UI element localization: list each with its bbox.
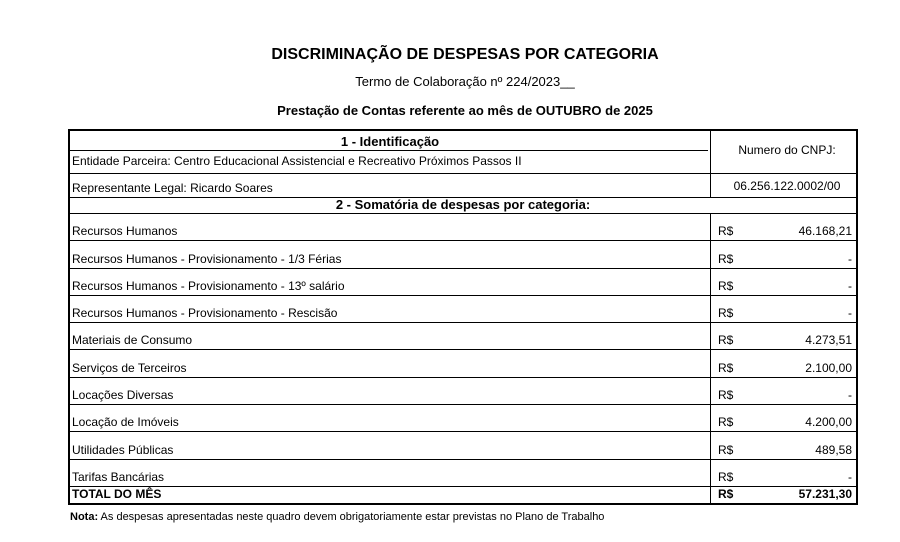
reporting-period: Prestação de Contas referente ao mês de OUTUBRO de 2025	[277, 103, 653, 118]
expense-category: Recursos Humanos - Provisionamento - 13º salário	[72, 278, 345, 293]
expense-currency: R$	[718, 469, 734, 484]
expense-currency: R$	[718, 360, 734, 375]
expense-category: Recursos Humanos - Provisionamento - Rescisão	[72, 306, 338, 321]
expense-row	[70, 268, 856, 296]
expense-currency: R$	[718, 306, 734, 321]
total-currency: R$	[718, 487, 734, 501]
total-label: TOTAL DO MÊS	[72, 487, 162, 501]
cnpj-divider	[710, 131, 711, 197]
total-row	[70, 486, 856, 503]
entity-row	[70, 150, 708, 172]
expense-category: Serviços de Terceiros	[72, 360, 187, 375]
expense-currency: R$	[718, 333, 734, 348]
expense-row	[70, 322, 856, 350]
expense-currency: R$	[718, 388, 734, 403]
expense-value: 46.168,21	[798, 224, 852, 239]
expense-category: Recursos Humanos - Provisionamento - 1/3 Férias	[72, 251, 342, 266]
expense-value: -	[848, 388, 852, 403]
expense-row	[70, 213, 856, 241]
expense-value: -	[848, 306, 852, 321]
expense-value: -	[848, 278, 852, 293]
expense-sheet	[68, 129, 858, 505]
expense-value: 4.273,51	[805, 333, 852, 348]
expense-row	[70, 377, 856, 405]
footnote-text: As despesas apresentadas neste quadro devem obrigatoriamente estar previstas no Plano de Trabalho	[98, 511, 605, 523]
expense-category: Locação de Imóveis	[72, 415, 179, 430]
expense-row	[70, 459, 856, 487]
section-expenses-title: 2 - Somatória de despesas por categoria:	[335, 197, 591, 212]
expense-category: Tarifas Bancárias	[72, 469, 165, 484]
expense-currency: R$	[718, 224, 734, 239]
expense-value: 4.200,00	[805, 415, 852, 430]
section-identification-row	[70, 131, 708, 151]
cnpj-value: 06.256.122.0002/00	[733, 179, 841, 193]
value-divider	[710, 213, 711, 503]
representative-label: Representante Legal: Ricardo Soares	[72, 181, 273, 195]
expense-currency: R$	[718, 442, 734, 457]
expense-value: 2.100,00	[805, 360, 852, 375]
section-identification-title: 1 - Identificação	[340, 134, 440, 149]
term-number: Termo de Colaboração nº 224/2023__	[355, 74, 575, 89]
expense-row	[70, 350, 856, 378]
expense-row	[70, 431, 856, 459]
expense-value: -	[848, 251, 852, 266]
footnote-prefix: Nota:	[70, 511, 99, 523]
expense-category: Utilidades Públicas	[72, 442, 174, 457]
expense-currency: R$	[718, 278, 734, 293]
expense-category: Recursos Humanos	[72, 224, 178, 239]
footnote	[70, 511, 604, 523]
expense-category: Materiais de Consumo	[72, 333, 193, 348]
expense-row	[70, 240, 856, 268]
expense-row	[70, 295, 856, 323]
expense-row	[70, 404, 856, 432]
representative-row	[70, 173, 856, 198]
expense-currency: R$	[718, 251, 734, 266]
report-title: DISCRIMINAÇÃO DE DESPESAS POR CATEGORIA	[271, 46, 659, 63]
cnpj-label: Numero do CNPJ:	[738, 143, 836, 157]
expense-category: Locações Diversas	[72, 388, 174, 403]
expense-value: -	[848, 469, 852, 484]
entity-label: Entidade Parceira: Centro Educacional Assistencial e Recreativo Próximos Passos II	[72, 154, 522, 168]
expense-currency: R$	[718, 415, 734, 430]
expense-value: 489,58	[815, 442, 852, 457]
section-expenses-row	[70, 197, 856, 214]
total-value: 57.231,30	[798, 487, 852, 501]
